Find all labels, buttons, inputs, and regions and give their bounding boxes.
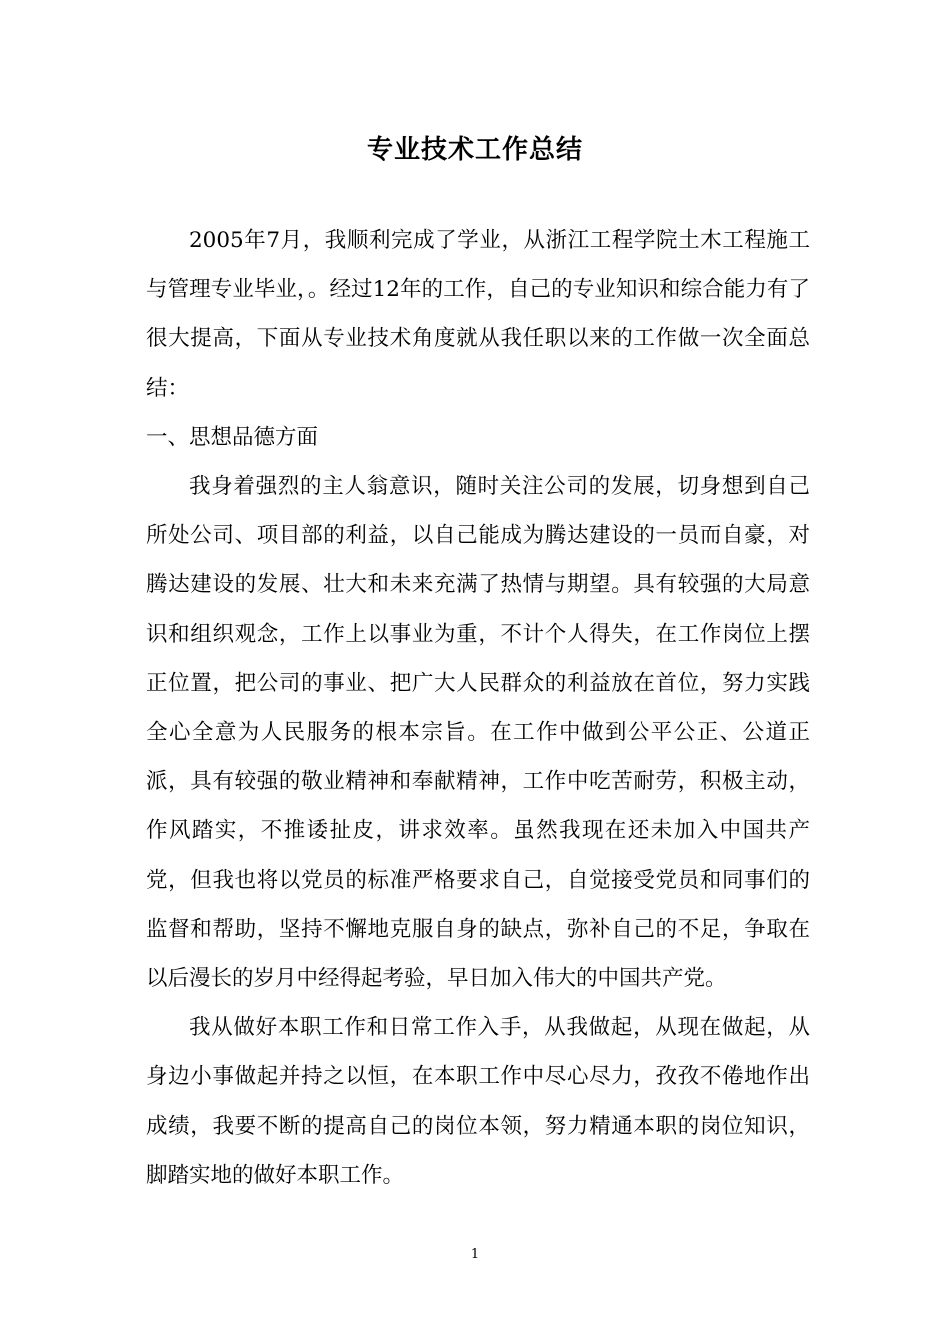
page-title: 专业技术工作总结 [366, 135, 583, 165]
paragraph-intro: 2005年7月，我顺利完成了学业，从浙江工程学院土木工程施工与管理专业毕业，。经过12年的工作，自己的专业知识和综合能力有了很大提高，下面从专业技术角度就从我任职以来的工作做一次全面总结： [146, 228, 810, 401]
section-heading: 一、思想品德方面 [146, 424, 319, 450]
page-number: 1 [470, 1247, 480, 1262]
paragraph-duty: 我从做好本职工作和日常工作入手，从我做起，从现在做起，从身边小事做起并持之以恒，在本职工作中尽心尽力，孜孜不倦地作出成绩，我要不断的提高自己的岗位本领，努力精通本职的岗位知识，脚踏实地的做好本职工作。 [146, 1015, 810, 1188]
paragraph-ideology: 我身着强烈的主人翁意识，随时关注公司的发展，切身想到自己所处公司、项目部的利益，以自己能成为腾达建设的一员而自豪，对腾达建设的发展、壮大和未来充满了热情与期望。具有较强的大局意识和组织观念，工作上以事业为重，不计个人得失，在工作岗位上摆正位置，把公司的事业、把广大人民群众的利益放在首位，努力实践全心全意为人民服务的根本宗旨。在工作中做到公平公正、公道正派，具有较强的敬业精神和奉献精神，工作中吃苦耐劳，积极主动，作风踏实，不推诿扯皮，讲求效率。虽然我现在还未加入中国共产党，但我也将以党员的标准严格要求自己，自觉接受党员和同事们的监督和帮助，坚持不懈地克服自身的缺点，弥补自己的不足，争取在以后漫长的岁月中经得起考验，早日加入伟大的中国共产党。 [146, 474, 810, 992]
document-body [146, 216, 810, 1200]
